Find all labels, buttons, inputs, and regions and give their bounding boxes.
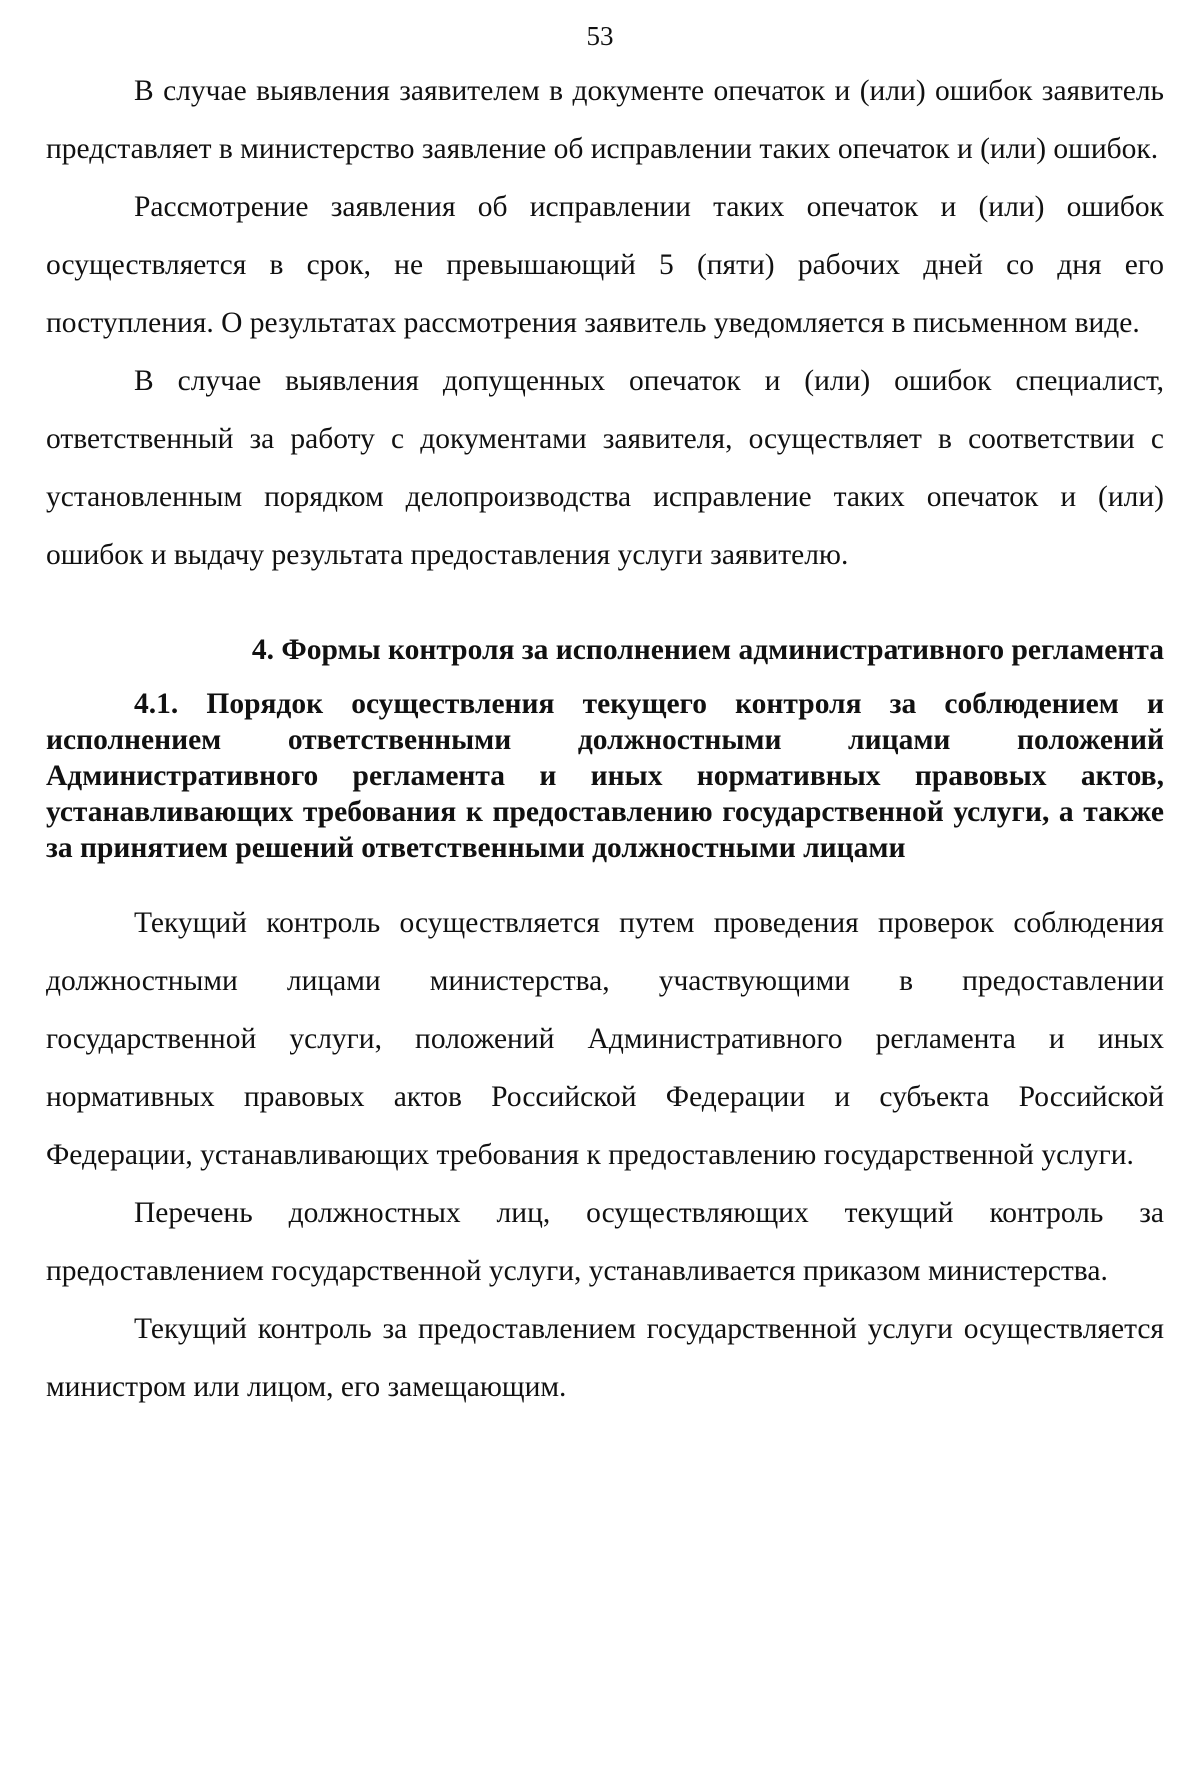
section-heading: 4. Формы контроля за исполнением административного регламента: [251, 634, 1164, 666]
paragraph-typo-correction-by-specialist: В случае выявления допущенных опечаток и (или) ошибок специалист, ответственный за работу с документами заявителя, осуществляет в соответствии с установленным порядком делопроизводства исправление таких опечаток и (или) ошибок и выдачу результата предоставления услуги заявителю.: [46, 365, 1164, 571]
page-number: 53: [586, 21, 614, 51]
paragraph-typo-review-term: Рассмотрение заявления об исправлении таких опечаток и (или) ошибок осуществляется в срок, не превышающий 5 (пяти) рабочих дней со дня его поступления. О результатах рассмотрения заявитель уведомляется в письменном виде.: [46, 191, 1164, 339]
document-body: [46, 62, 1164, 1416]
paragraph-typo-correction-request: В случае выявления заявителем в документе опечаток и (или) ошибок заявитель представляет в министерство заявление об исправлении таких опечаток и (или) ошибок.: [46, 75, 1164, 165]
paragraph-current-control: Текущий контроль осуществляется путем проведения проверок соблюдения должностными лицами министерства, участвующими в предоставлении государственной услуги, положений Административного регламента и иных нормативных правовых актов Российской Федерации и субъекта Российской Федерации, устанавливающих требования к предоставлению государственной услуги.: [46, 907, 1164, 1171]
paragraph-officials-list: Перечень должностных лиц, осуществляющих текущий контроль за предоставлением государственной услуги, устанавливается приказом министерства.: [46, 1197, 1164, 1287]
subsection-heading: 4.1. Порядок осуществления текущего контроля за соблюдением и исполнением ответственными должностными лицами положений Административного регламента и иных нормативных правовых актов, устанавливающих требования к предоставлению государственной услуги, а также за принятием решений ответственными должностными лицами: [46, 688, 1164, 864]
paragraph-control-by-minister: Текущий контроль за предоставлением государственной услуги осуществляется министром или лицом, его замещающим.: [46, 1313, 1164, 1403]
